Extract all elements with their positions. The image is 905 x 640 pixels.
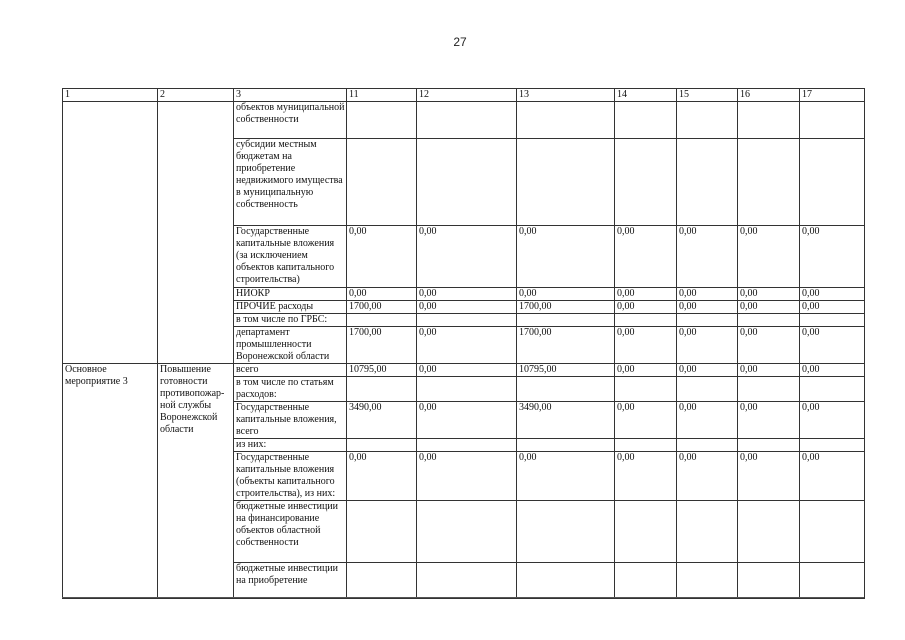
value-cell — [347, 139, 417, 226]
expense-label: Государственные капитальные вложения (за исключением объектов капитального строительства) — [234, 226, 347, 288]
value-cell — [677, 139, 738, 226]
value-cell — [517, 377, 615, 402]
value-cell — [738, 314, 800, 327]
value-cell: 0,00 — [347, 226, 417, 288]
value-cell — [347, 563, 417, 599]
value-cell: 0,00 — [615, 288, 677, 301]
value-cell — [677, 439, 738, 452]
value-cell: 0,00 — [800, 301, 865, 314]
value-cell — [738, 563, 800, 599]
value-cell: 1700,00 — [517, 327, 615, 364]
expense-label: субсидии местным бюджетам на приобретение недвижимого имущества в муниципальную собственность — [234, 139, 347, 226]
header-cell: 3 — [234, 89, 347, 102]
value-cell: 10795,00 — [517, 364, 615, 377]
value-cell — [615, 139, 677, 226]
value-cell: 10795,00 — [347, 364, 417, 377]
value-cell: 0,00 — [517, 226, 615, 288]
value-cell — [615, 377, 677, 402]
value-cell — [615, 501, 677, 563]
expense-label: в том числе по ГРБС: — [234, 314, 347, 327]
value-cell: 0,00 — [677, 452, 738, 501]
header-cell: 13 — [517, 89, 615, 102]
value-cell: 0,00 — [800, 364, 865, 377]
value-cell: 0,00 — [800, 402, 865, 439]
header-row — [63, 89, 865, 102]
value-cell: 0,00 — [800, 452, 865, 501]
value-cell: 0,00 — [800, 226, 865, 288]
value-cell — [417, 314, 517, 327]
value-cell — [800, 102, 865, 139]
value-cell — [677, 102, 738, 139]
value-cell — [677, 377, 738, 402]
page-number: 27 — [453, 35, 467, 49]
expense-label: всего — [234, 364, 347, 377]
budget-table — [62, 88, 865, 599]
expense-label: ПРОЧИЕ расходы — [234, 301, 347, 314]
value-cell — [800, 439, 865, 452]
header-cell: 17 — [800, 89, 865, 102]
value-cell — [800, 139, 865, 226]
value-cell: 0,00 — [417, 288, 517, 301]
table-row — [63, 364, 865, 377]
value-cell: 0,00 — [417, 301, 517, 314]
header-cell: 1 — [63, 89, 158, 102]
expense-label: НИОКР — [234, 288, 347, 301]
value-cell: 0,00 — [517, 288, 615, 301]
header-cell: 14 — [615, 89, 677, 102]
value-cell — [738, 501, 800, 563]
value-cell: 0,00 — [677, 364, 738, 377]
value-cell — [417, 377, 517, 402]
value-cell: 0,00 — [417, 327, 517, 364]
value-cell — [517, 439, 615, 452]
header-cell: 12 — [417, 89, 517, 102]
value-cell: 0,00 — [417, 402, 517, 439]
value-cell: 0,00 — [677, 402, 738, 439]
measure-cell — [63, 102, 158, 364]
value-cell — [738, 102, 800, 139]
value-cell — [800, 563, 865, 599]
value-cell: 0,00 — [347, 288, 417, 301]
expense-label: в том числе по статьям расходов: — [234, 377, 347, 402]
value-cell — [517, 501, 615, 563]
value-cell — [615, 439, 677, 452]
value-cell — [347, 314, 417, 327]
value-cell: 1700,00 — [347, 327, 417, 364]
value-cell: 0,00 — [347, 452, 417, 501]
value-cell: 0,00 — [738, 288, 800, 301]
value-cell — [615, 314, 677, 327]
value-cell — [800, 501, 865, 563]
expense-label: департамент промышленности Воронежской области — [234, 327, 347, 364]
header-cell: 16 — [738, 89, 800, 102]
table-row — [63, 102, 865, 139]
value-cell — [517, 563, 615, 599]
value-cell — [517, 139, 615, 226]
value-cell: 0,00 — [800, 288, 865, 301]
value-cell: 1700,00 — [517, 301, 615, 314]
value-cell — [417, 139, 517, 226]
value-cell — [417, 501, 517, 563]
value-cell: 1700,00 — [347, 301, 417, 314]
value-cell: 0,00 — [615, 452, 677, 501]
value-cell — [800, 314, 865, 327]
value-cell — [738, 377, 800, 402]
value-cell — [417, 563, 517, 599]
value-cell: 0,00 — [738, 402, 800, 439]
goal-cell — [158, 102, 234, 364]
value-cell: 0,00 — [677, 301, 738, 314]
value-cell: 0,00 — [677, 327, 738, 364]
value-cell — [738, 139, 800, 226]
expense-label: Государственные капитальные вложения, всего — [234, 402, 347, 439]
value-cell: 0,00 — [738, 301, 800, 314]
value-cell — [677, 501, 738, 563]
value-cell: 0,00 — [738, 226, 800, 288]
value-cell: 0,00 — [738, 452, 800, 501]
value-cell — [677, 314, 738, 327]
value-cell — [677, 563, 738, 599]
expense-label: из них: — [234, 439, 347, 452]
expense-label: Государственные капитальные вложения (объекты капитального строительства), из них: — [234, 452, 347, 501]
page-cut-line — [62, 597, 864, 598]
value-cell: 0,00 — [677, 288, 738, 301]
value-cell — [347, 501, 417, 563]
value-cell: 0,00 — [417, 364, 517, 377]
value-cell — [615, 563, 677, 599]
value-cell: 0,00 — [615, 327, 677, 364]
value-cell: 0,00 — [738, 364, 800, 377]
value-cell — [347, 439, 417, 452]
header-cell: 15 — [677, 89, 738, 102]
value-cell: 0,00 — [738, 327, 800, 364]
value-cell: 3490,00 — [347, 402, 417, 439]
value-cell: 3490,00 — [517, 402, 615, 439]
value-cell — [417, 439, 517, 452]
expense-label: объектов муниципальной собственности — [234, 102, 347, 139]
value-cell: 0,00 — [615, 364, 677, 377]
value-cell — [800, 377, 865, 402]
value-cell — [517, 102, 615, 139]
goal-cell: Повышение готовности противопожар-ной службы Воронежской области — [158, 364, 234, 599]
value-cell — [738, 439, 800, 452]
expense-label: бюджетные инвестиции на приобретение — [234, 563, 347, 599]
value-cell — [347, 102, 417, 139]
value-cell: 0,00 — [615, 301, 677, 314]
value-cell — [347, 377, 417, 402]
value-cell: 0,00 — [615, 402, 677, 439]
value-cell: 0,00 — [677, 226, 738, 288]
header-cell: 2 — [158, 89, 234, 102]
value-cell — [517, 314, 615, 327]
header-cell: 11 — [347, 89, 417, 102]
value-cell: 0,00 — [800, 327, 865, 364]
expense-label: бюджетные инвестиции на финансирование объектов областной собственности — [234, 501, 347, 563]
value-cell: 0,00 — [417, 226, 517, 288]
value-cell: 0,00 — [417, 452, 517, 501]
value-cell: 0,00 — [615, 226, 677, 288]
value-cell: 0,00 — [517, 452, 615, 501]
value-cell — [417, 102, 517, 139]
measure-cell: Основное мероприятие 3 — [63, 364, 158, 599]
value-cell — [615, 102, 677, 139]
